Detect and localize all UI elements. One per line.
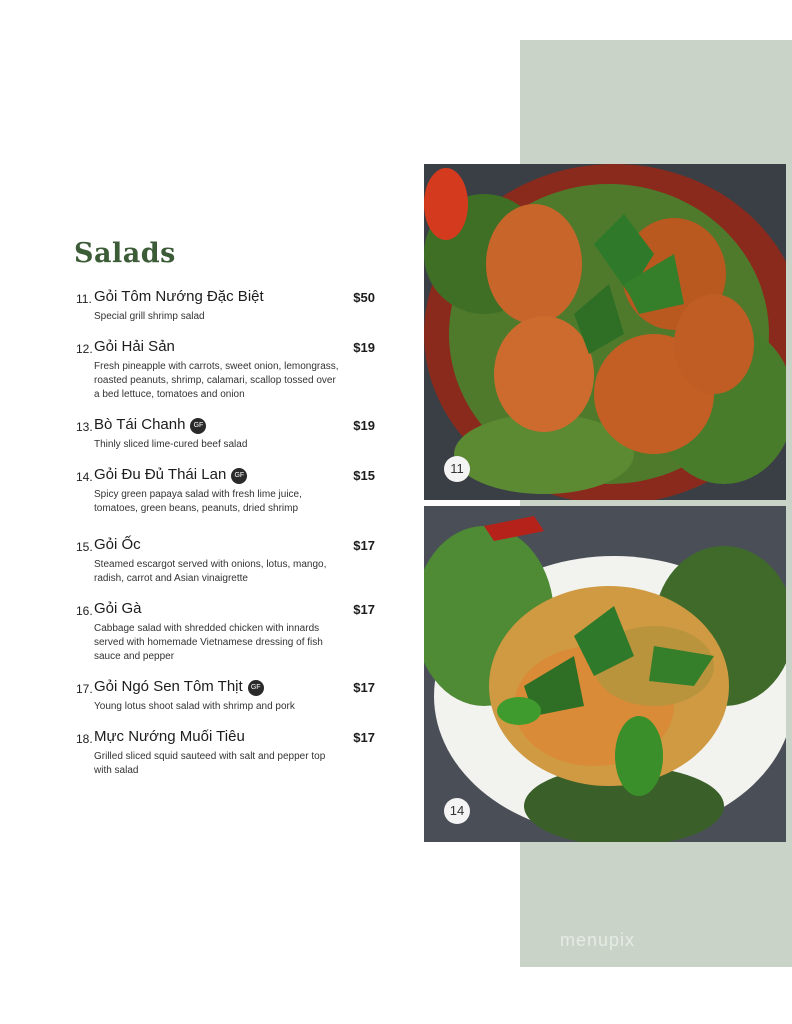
item-description: Steamed escargot served with onions, lotus, mango, radish, carrot and Asian vinaigrette: [94, 559, 327, 584]
item-name: Gỏi Ngó Sen Tôm Thịt GF: [94, 678, 264, 696]
section-title: Salads: [74, 238, 176, 269]
item-price: $15: [353, 468, 375, 483]
item-name: Gỏi Tôm Nướng Đặc Biệt: [94, 288, 264, 305]
item-number: 12.: [76, 342, 93, 356]
item-name: Gỏi Hải Sản: [94, 338, 175, 355]
item-description: Thinly sliced lime-cured beef salad: [94, 439, 248, 450]
item-number: 14.: [76, 470, 93, 484]
gluten-free-badge: GF: [231, 468, 247, 484]
item-number: 13.: [76, 420, 93, 434]
photo-number-badge: 14: [444, 798, 470, 824]
item-price: $17: [353, 602, 375, 617]
item-description: Fresh pineapple with carrots, sweet onion, lemongrass, roasted peanuts, shrimp, calamari, scallop tossed over a bed lettuce, tomatoes and onion: [94, 361, 339, 400]
item-description: Special grill shrimp salad: [94, 311, 205, 322]
item-description: Young lotus shoot salad with shrimp and pork: [94, 701, 295, 712]
item-number: 15.: [76, 540, 93, 554]
item-price: $19: [353, 340, 375, 355]
item-number: 18.: [76, 732, 93, 746]
item-description: Spicy green papaya salad with fresh lime juice, tomatoes, green beans, peanuts, dried shrimp: [94, 489, 302, 514]
item-name: Bò Tái Chanh GF: [94, 416, 206, 434]
item-name: Gỏi Đu Đủ Thái Lan GF: [94, 466, 247, 484]
watermark: menupix: [560, 930, 636, 950]
item-price: $50: [353, 290, 375, 305]
item-number: 17.: [76, 682, 93, 696]
item-price: $19: [353, 418, 375, 433]
gluten-free-badge: GF: [190, 418, 206, 434]
item-price: $17: [353, 538, 375, 553]
shrimp-salad-photo: [424, 164, 786, 500]
item-name: Gỏi Gà: [94, 600, 142, 617]
item-name: Mực Nướng Muối Tiêu: [94, 728, 245, 745]
item-price: $17: [353, 730, 375, 745]
gluten-free-badge: GF: [248, 680, 264, 696]
item-name: Gỏi Ốc: [94, 536, 141, 553]
photo-number-badge: 11: [444, 456, 470, 482]
item-price: $17: [353, 680, 375, 695]
papaya-salad-photo: [424, 506, 786, 842]
item-description: Cabbage salad with shredded chicken with innards served with homemade Vietnamese dressing of fish sauce and pepper: [94, 623, 323, 662]
item-description: Grilled sliced squid sauteed with salt and pepper top with salad: [94, 751, 326, 776]
item-number: 16.: [76, 604, 93, 618]
item-number: 11.: [76, 292, 92, 306]
